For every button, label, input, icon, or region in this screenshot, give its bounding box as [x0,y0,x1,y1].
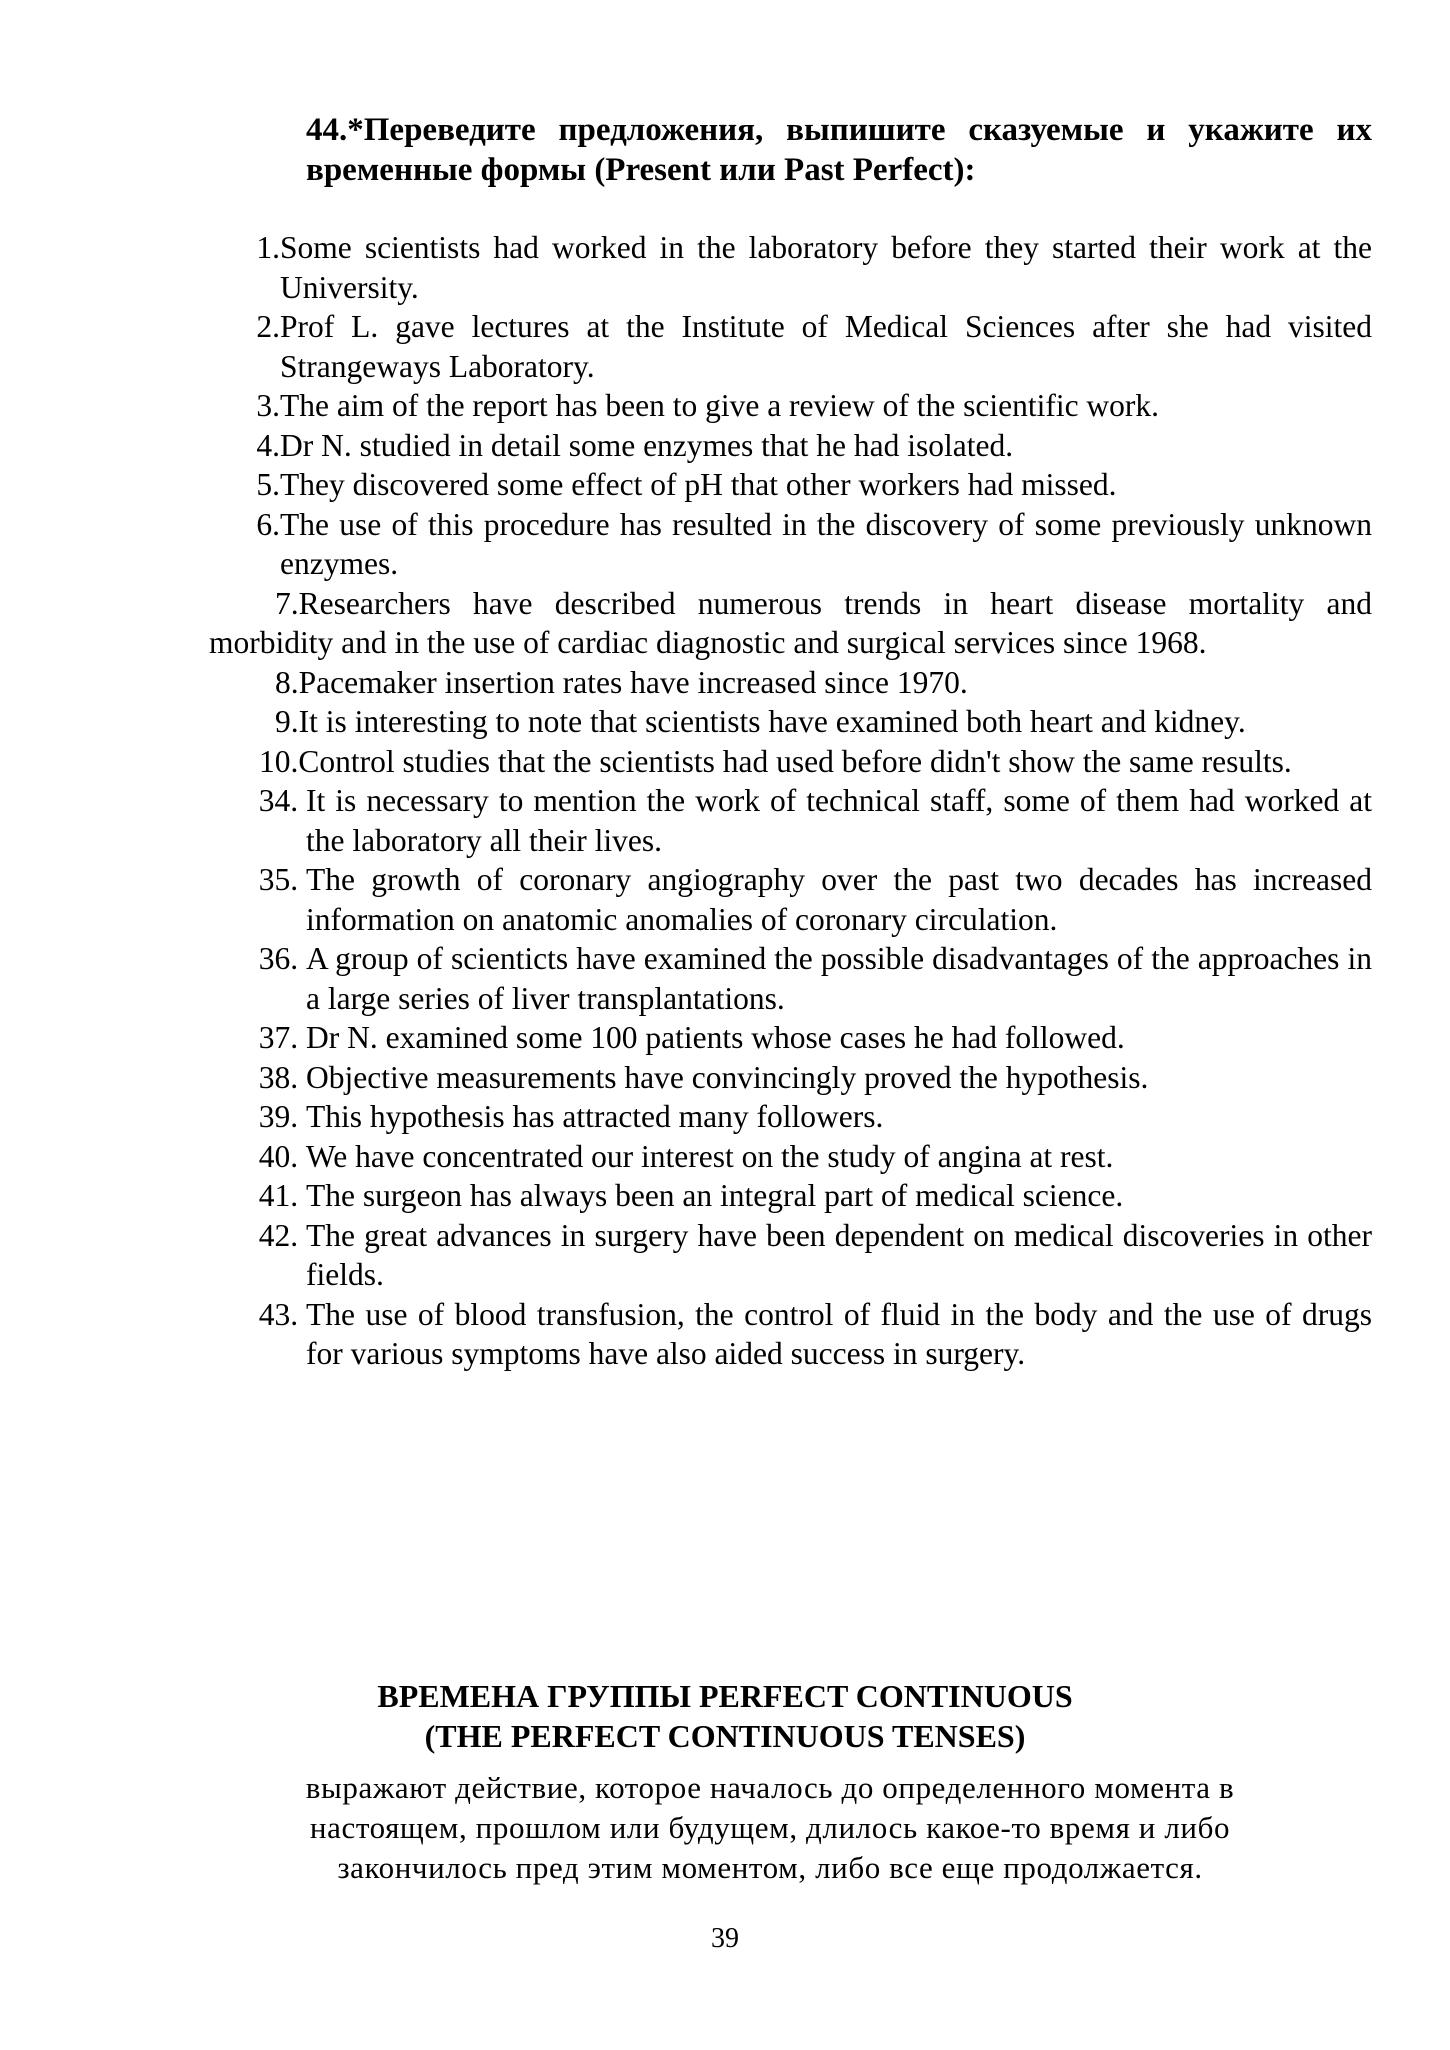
item-number: 9. [275,704,299,739]
item-text: Objective measurements have convincingly proved the hypothesis. [306,1059,1149,1095]
item-text: Prof L. gave lectures at the Institute of Medical Sciences after she had visited Strangeways Laboratory. [280,309,1372,384]
item-text: This hypothesis has attracted many followers. [306,1099,884,1134]
item-number: 1. [256,230,280,265]
item-text: Dr N. examined some 100 patients whose cases he had followed. [306,1020,1125,1055]
list-item [258,1018,1372,1058]
list-item [256,228,1372,307]
item-text: We have concentrated our interest on the study of angina at rest. [306,1138,1114,1174]
list-item [256,465,1372,505]
item-text: Researchers have described numerous trends in heart disease mortality and morbidity and in the use of cardiac diagnostic and surgical services since 1968. [209,585,1372,660]
item-text: A group of scienticts have examined the possible disadvantages of the approaches in a large series of liver transplantations. [306,941,1372,1016]
item-text: The great advances in surgery have been dependent on medical discoveries in other fields. [306,1217,1372,1292]
item-number: 2. [256,309,280,344]
item-number: 8. [275,664,299,700]
list-item [258,1295,1372,1374]
section-heading [0,1676,1450,1756]
item-text: Some scientists had worked in the laboratory before they started their work at the University. [280,230,1372,305]
item-text: They discovered some effect of pH that other workers had missed. [280,467,1117,502]
list-item [209,702,1372,742]
item-number: 37. [258,1020,306,1055]
list-item [258,1216,1372,1295]
list-item [258,1137,1372,1177]
list-item [258,939,1372,1018]
item-text: It is interesting to note that scientists have examined both heart and kidney. [298,704,1246,739]
list-item [256,307,1372,386]
section-heading-line-2: (THE PERFECT CONTINUOUS TENSES) [424,1718,1026,1754]
item-number: 42. [258,1217,306,1253]
list-item [256,505,1372,584]
item-number: 40. [258,1138,306,1174]
item-number: 36. [258,941,306,976]
item-text: The growth of coronary angiography over the past two decades has increased information on anatomic anomalies of coronary circulation. [306,862,1372,937]
list-item [209,663,1372,703]
item-number: 10. [259,743,299,779]
item-text: Control studies that the scientists had used before didn't show the same results. [298,743,1292,779]
item-text: Dr N. studied in detail some enzymes that he had isolated. [280,427,1014,463]
exercise-title: 44.*Переведите предложения, выпишите сказуемые и укажите их временные формы (Present или Past Perfect): [306,112,1372,188]
item-text: The use of this procedure has resulted in the discovery of some previously unknown enzymes. [280,506,1372,581]
list-item [258,781,1372,860]
list-item [258,860,1372,939]
item-number: 39. [258,1099,306,1134]
item-text: It is necessary to mention the work of technical staff, some of them had worked at the laboratory all their lives. [306,783,1372,858]
list-item [209,584,1372,663]
list-item [258,1058,1372,1098]
section-definition: выражают действие, которое началось до определенного момента в настоящем, прошлом или будущем, длилось какое-то время и либо закончилось пред этим моментом, либо все еще продолжается. [305,1770,1235,1885]
item-text: The aim of the report has been to give a review of the scientific work. [280,388,1160,423]
list-item [209,742,1372,782]
item-number: 7. [275,585,299,621]
list-item [258,1176,1372,1216]
item-text: The surgeon has always been an integral part of medical science. [306,1178,1124,1213]
list-item [256,426,1372,466]
item-number: 5. [256,467,280,502]
list-item [258,1097,1372,1137]
item-number: 43. [258,1296,306,1332]
item-number: 3. [256,388,280,423]
section-heading-line-1: ВРЕМЕНА ГРУППЫ PERFECT CONTINUOUS [377,1678,1073,1714]
item-number: 6. [256,506,280,542]
page-number: 39 [711,1923,739,1954]
item-number: 4. [256,427,280,463]
sentence-list [0,228,1450,1374]
item-number: 41. [258,1178,306,1213]
item-number: 35. [258,862,306,897]
item-text: The use of blood transfusion, the control of fluid in the body and the use of drugs for various symptoms have also aided success in surgery. [306,1296,1372,1371]
item-number: 34. [258,783,306,818]
list-item [256,386,1372,426]
item-number: 38. [258,1059,306,1095]
item-text: Pacemaker insertion rates have increased since 1970. [298,664,968,700]
